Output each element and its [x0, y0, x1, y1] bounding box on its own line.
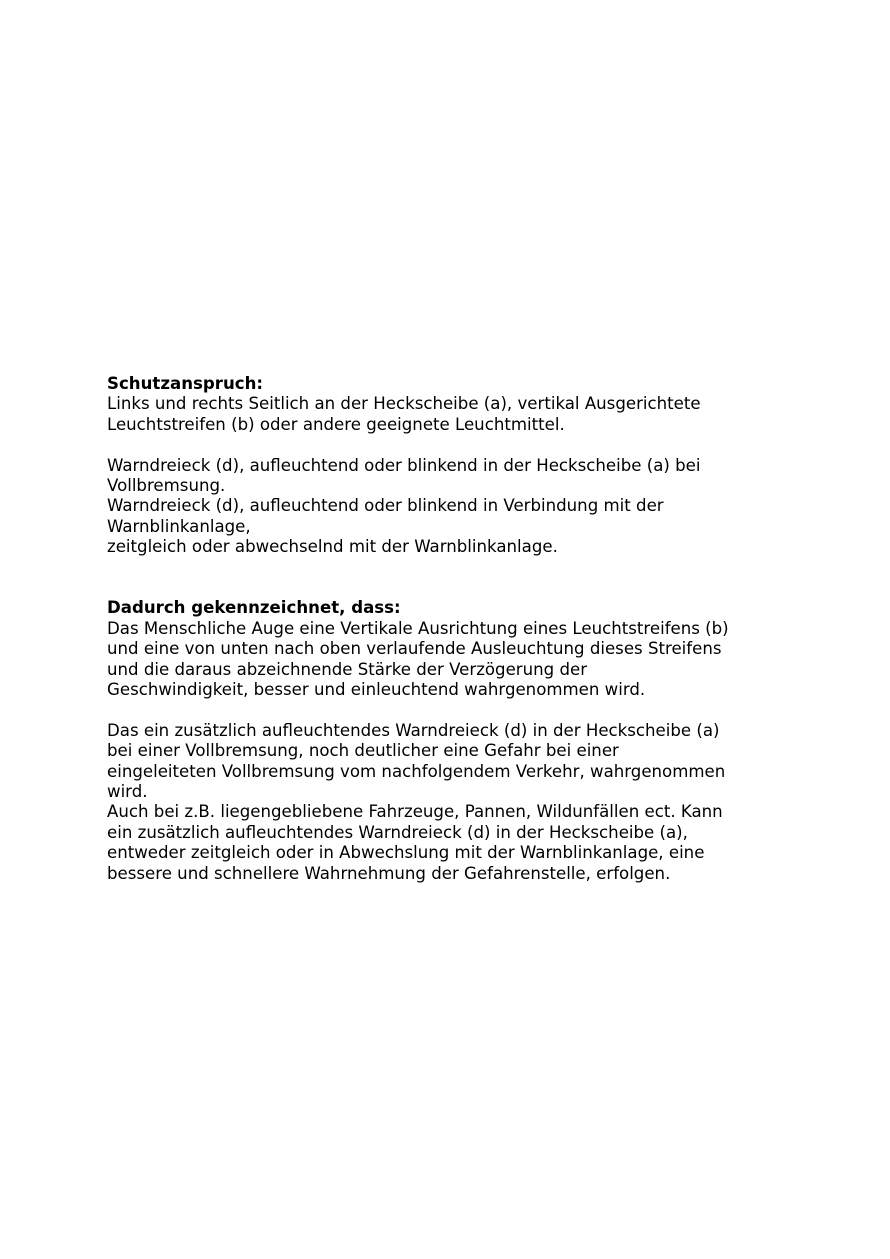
- text-line: bei einer Vollbremsung, noch deutlicher eine Gefahr bei einer: [107, 741, 619, 761]
- text-line: entweder zeitgleich oder in Abwechslung mit der Warnblinkanlage, eine: [107, 843, 705, 863]
- paragraph: [107, 456, 797, 558]
- paragraph: [107, 619, 797, 701]
- text-line: Warndreieck (d), aufleuchtend oder blinkend in Verbindung mit der: [107, 496, 664, 516]
- text-line: Links und rechts Seitlich an der Heckscheibe (a), vertikal Ausgerichtete: [107, 394, 701, 414]
- text-line: Das ein zusätzlich aufleuchtendes Warndreieck (d) in der Heckscheibe (a): [107, 720, 720, 740]
- text-line: Das Menschliche Auge eine Vertikale Ausrichtung eines Leuchtstreifens (b): [107, 618, 729, 638]
- text-line: wird.: [107, 782, 148, 802]
- paragraph-spacer: [107, 435, 797, 455]
- section-heading: Schutzanspruch:: [107, 374, 264, 393]
- section-heading: Dadurch gekennzeichnet, dass:: [107, 598, 401, 618]
- text-line: Geschwindigkeit, besser und einleuchtend wahrgenommen wird.: [107, 680, 646, 700]
- section-spacer: [107, 558, 797, 599]
- text-line: bessere und schnellere Wahrnehmung der Gefahrenstelle, erfolgen.: [107, 863, 671, 883]
- text-line: zeitgleich oder abwechselnd mit der Warnblinkanlage.: [107, 537, 558, 557]
- text-line: Warndreieck (d), aufleuchtend oder blinkend in der Heckscheibe (a) bei: [107, 455, 701, 475]
- paragraph: [107, 721, 797, 884]
- text-line: Auch bei z.B. liegengebliebene Fahrzeuge, Pannen, Wildunfällen ect. Kann: [107, 802, 723, 822]
- text-line: und eine von unten nach oben verlaufende Ausleuchtung dieses Streifens: [107, 639, 722, 659]
- section-schutzanspruch: [107, 374, 797, 558]
- text-line: ein zusätzlich aufleuchtendes Warndreieck (d) in der Heckscheibe (a),: [107, 822, 688, 842]
- text-line: Leuchtstreifen (b) oder andere geeignete Leuchtmittel.: [107, 414, 565, 434]
- paragraph: [107, 394, 797, 435]
- paragraph-spacer: [107, 700, 797, 720]
- text-line: eingeleiteten Vollbremsung vom nachfolgendem Verkehr, wahrgenommen: [107, 761, 726, 781]
- section-dadurch-gekennzeichnet: [107, 598, 797, 884]
- text-line: und die daraus abzeichnende Stärke der Verzögerung der: [107, 659, 588, 679]
- document-page: [107, 374, 797, 884]
- text-line: Vollbremsung.: [107, 476, 226, 496]
- text-line: Warnblinkanlage,: [107, 516, 251, 536]
